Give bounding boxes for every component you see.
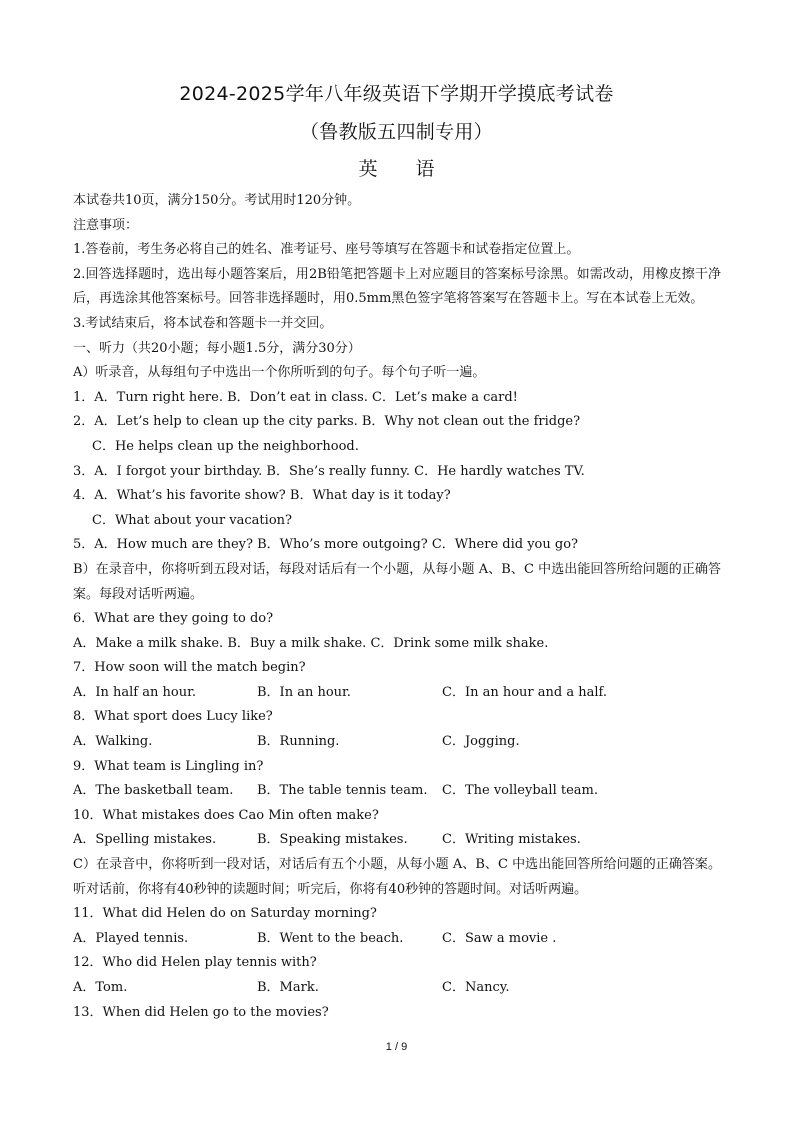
exam-summary: 本试卷共10页，满分150分。考试用时120分钟。 [73,193,361,208]
option-c: C．In an hour and a half. [442,684,607,700]
question-4-option-c: C．What about your vacation? [92,512,292,528]
question-11: 11．What did Helen do on Saturday morning? [73,906,377,922]
option-c: C．Nancy. [442,980,510,995]
option-a: A．Walking. [73,734,153,750]
question-7: 7．How soon will the match begin? [73,660,306,676]
question-2-option-c: C．He helps clean up the neighborhood. [92,438,359,454]
option-c: C．Writing mistakes. [442,832,581,848]
note-3: 3.考试结束后，将本试卷和答题卡一并交回。 [73,315,333,331]
option-c: C．The volleyball team. [442,783,598,799]
question-2: 2．A．Let’s help to clean up the city parks. B．Why not clean out the fridge? [73,414,581,430]
option-b: B．Went to the beach. [257,930,404,946]
part-a-instruction: A）听录音，从每组句子中选出一个你所听到的句子。每个句子听一遍。 [73,365,486,381]
exam-body [73,189,721,1025]
question-13: 13．When did Helen go to the movies? [73,1004,329,1020]
section-heading: 一、听力（共20小题；每小题1.5分，满分30分） [73,340,361,356]
part-b-instruction: B）在录音中，你将听到五段对话，每段对话后有一个小题，从每小题 A、B、C 中选出能回答所给问题的正确答案。每段对话听两遍。 [73,561,721,602]
exam-subject: 英语 [358,158,473,180]
question-8-options [73,730,721,755]
option-b: B．In an hour. [257,684,351,700]
option-a: A．The basketball team. [73,783,234,799]
question-9: 9．What team is Lingling in? [73,758,264,774]
question-6-options: A．Make a milk shake. B．Buy a milk shake. C．Drink some milk shake. [73,635,549,651]
question-1: 1．A．Turn right here. B．Don’t eat in class. C．Let’s make a card! [73,389,518,405]
option-b: B．Speaking mistakes. [257,832,408,848]
question-10-options [73,828,721,853]
question-5: 5．A．How much are they? B．Who’s more outgoing? C．Where did you go? [73,537,579,553]
question-8: 8．What sport does Lucy like? [73,709,273,725]
question-9-options [73,779,721,804]
option-c: C．Saw a movie . [442,930,557,946]
option-a: A．In half an hour. [73,684,196,700]
page-number: 1 / 9 [385,1041,408,1053]
option-b: B．Mark. [257,980,319,995]
option-b: B．Running. [257,734,340,750]
question-11-options [73,927,721,952]
question-12: 12．Who did Helen play tennis with? [73,955,317,971]
option-b: B．The table tennis team. [257,783,428,799]
note-1: 1.答卷前，考生务必将自己的姓名、准考证号、座号等填写在答题卡和试卷指定位置上。 [73,242,580,258]
option-a: A．Spelling mistakes. [73,832,217,848]
question-12-options [73,976,721,1001]
part-c-instruction: C）在录音中，你将听到一段对话，对话后有五个小题，从每小题 A、B、C 中选出能回答所给问题的正确答案。听对话前，你将有40秒钟的读题时间；听完后，你将有40秒钟的答题时间。对话听两遍。 [73,857,721,897]
question-10: 10．What mistakes does Cao Min often make? [73,807,379,823]
note-2: 2.回答选择题时，选出每小题答案后，用2B铅笔把答题卡上对应题目的答案标号涂黑。如需改动，用橡皮擦干净后，再选涂其他答案标号。回答非选择题时，用0.5mm黑色签字笔将答案写在答题卡上。写在本试卷上无效。 [73,266,721,307]
option-a: A．Played tennis. [73,930,189,946]
question-4: 4．A．What’s his favorite show? B．What day is it today? [73,488,451,504]
question-7-options [73,681,721,706]
exam-title: 2024-2025学年八年级英语下学期开学摸底考试卷 [179,83,614,105]
notes-label: 注意事项： [73,217,139,233]
option-a: A．Tom. [73,980,128,995]
option-c: C．Jogging. [442,734,520,750]
question-3: 3．A．I forgot your birthday. B．She’s really funny. C．He hardly watches TV. [73,463,585,479]
question-6: 6．What are they going to do? [73,611,274,627]
exam-subtitle: （鲁教版五四制专用） [299,121,493,143]
